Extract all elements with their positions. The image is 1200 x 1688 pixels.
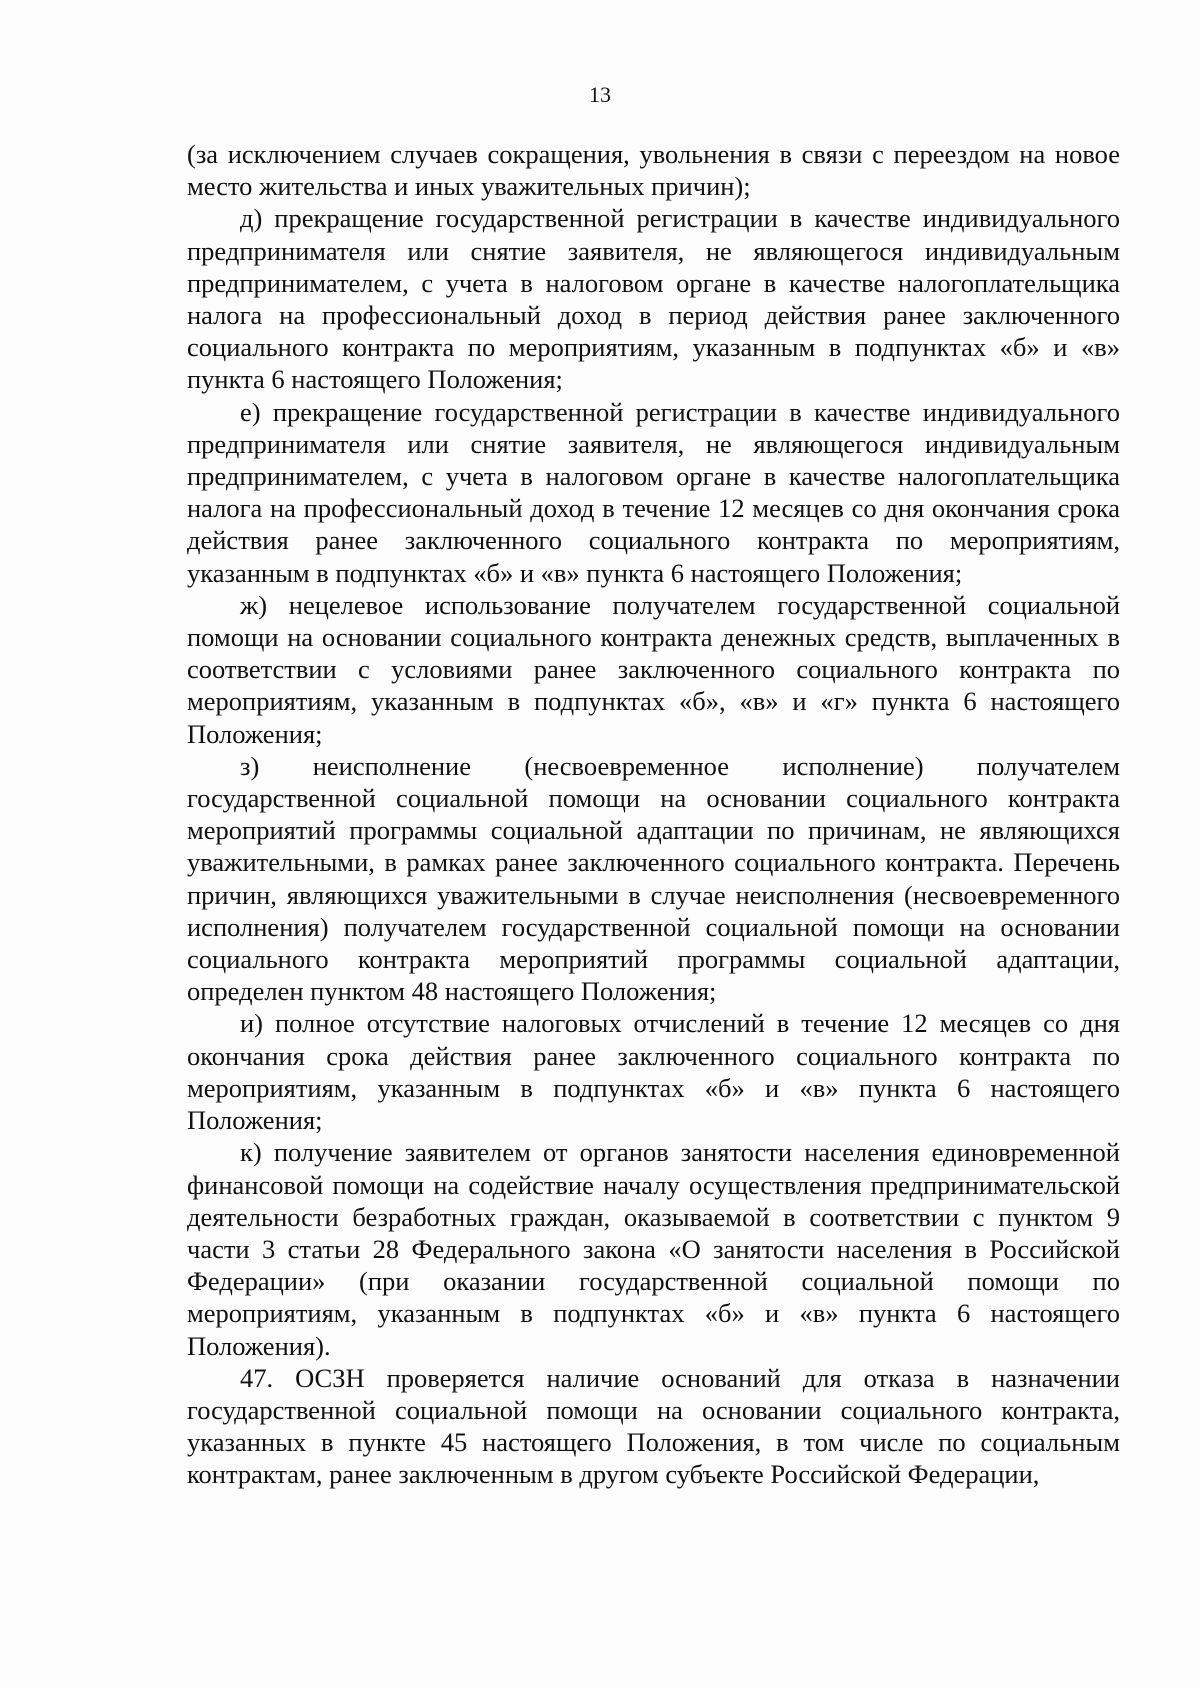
- paragraph-item-z: з) неисполнение (несвоевременное исполнение) получателем государственной социальной помощи на основании социального контракта мероприятий программы социальной адаптации по причинам, не являющихся уважительными, в рамках ранее заключенного социального контракта. Перечень причин, являющихся уважительными в случае неисполнения (несвоевременного исполнения) получателем государственной социальной помощи на основании социального контракта мероприятий программы социальной адаптации, определен пунктом 48 настоящего Положения;: [187, 750, 1120, 1007]
- paragraph-item-d: д) прекращение государственной регистрации в качестве индивидуального предпринимателя или снятие заявителя, не являющегося индивидуальным предпринимателем, с учета в налоговом органе в качестве налогоплательщика налога на профессиональный доход в период действия ранее заключенного социального контракта по мероприятиям, указанным в подпунктах «б» и «в» пункта 6 настоящего Положения;: [187, 203, 1120, 395]
- paragraph-item-k: к) получение заявителем от органов занятости населения единовременной финансовой помощи на содействие началу осуществления предпринимательской деятельности безработных граждан, оказываемой в соответствии с пунктом 9 части 3 статьи 28 Федерального закона «О занятости населения в Российской Федерации» (при оказании государственной социальной помощи по мероприятиям, указанным в подпунктах «б» и «в» пункта 6 настоящего Положения).: [187, 1137, 1120, 1361]
- paragraph-item-zh: ж) нецелевое использование получателем государственной социальной помощи на основании социального контракта денежных средств, выплаченных в соответствии с условиями ранее заключенного социального контракта по мероприятиям, указанным в подпунктах «б», «в» и «г» пункта 6 настоящего Положения;: [187, 589, 1120, 749]
- page-number: 13: [589, 82, 611, 107]
- paragraph-item-47: 47. ОСЗН проверяется наличие оснований для отказа в назначении государственной социальной помощи на основании социального контракта, указанных в пункте 45 настоящего Положения, в том числе по социальным контрактам, ранее заключенным в другом субъекте Российской Федерации,: [187, 1362, 1120, 1490]
- paragraph-item-e: е) прекращение государственной регистрации в качестве индивидуального предпринимателя или снятие заявителя, не являющегося индивидуальным предпринимателем, с учета в налоговом органе в качестве налогоплательщика налога на профессиональный доход в течение 12 месяцев со дня окончания срока действия ранее заключенного социального контракта по мероприятиям, указанным в подпунктах «б» и «в» пункта 6 настоящего Положения;: [187, 396, 1120, 588]
- document-body: [187, 138, 1120, 1491]
- paragraph-continuation: (за исключением случаев сокращения, увольнения в связи с переездом на новое место жительства и иных уважительных причин);: [187, 139, 1120, 202]
- paragraph-item-i: и) полное отсутствие налоговых отчислений в течение 12 месяцев со дня окончания срока действия ранее заключенного социального контракта по мероприятиям, указанным в подпунктах «б» и «в» пункта 6 настоящего Положения;: [187, 1008, 1120, 1136]
